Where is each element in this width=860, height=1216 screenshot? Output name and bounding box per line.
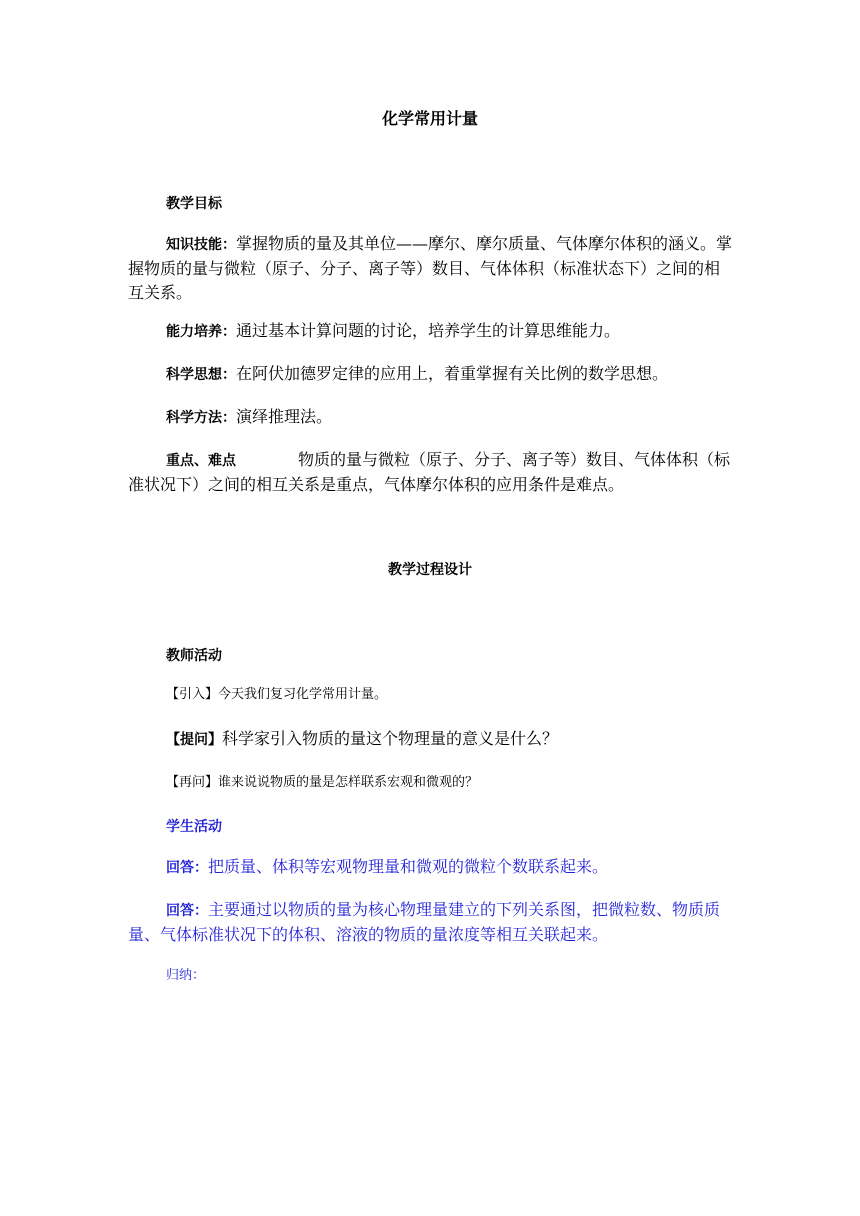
answer2-paragraph [128, 898, 734, 947]
answer1-label: 回答： [166, 860, 208, 876]
method-paragraph [128, 405, 734, 430]
method-text: 演绎推理法。 [236, 407, 333, 426]
keypoints-text: 物质的量与微粒（原子、分子、离子等）数目、气体体积（标准状况下）之间的相互关系是重点，气体摩尔体积的应用条件是难点。 [128, 450, 731, 494]
method-label: 科学方法： [166, 410, 236, 426]
thinking-label: 科学思想： [166, 367, 236, 383]
process-heading: 教学过程设计 [388, 562, 472, 578]
question-label: 【提问】 [166, 732, 222, 748]
requestion-text: 谁来说说物质的量是怎样联系宏观和微观的？ [218, 775, 479, 790]
answer2-text: 主要通过以物质的量为核心物理量建立的下列关系图，把微粒数、物质质量、气体标准状况下的体积、溶液的物质的量浓度等相互关联起来。 [128, 900, 721, 944]
student-heading: 学生活动 [166, 819, 222, 835]
keypoints-paragraph [128, 448, 734, 497]
ability-label: 能力培养： [166, 324, 236, 340]
document-title: 化学常用计量 [381, 109, 478, 128]
intro-paragraph [128, 683, 734, 707]
thinking-text: 在阿伏加德罗定律的应用上，着重掌握有关比例的数学思想。 [236, 364, 669, 383]
knowledge-text: 掌握物质的量及其单位——摩尔、摩尔质量、气体摩尔体积的涵义。掌握物质的量与微粒（原子、分子、离子等）数目、气体体积（标准状态下）之间的相互关系。 [128, 234, 733, 302]
question-paragraph [128, 727, 734, 752]
keypoints-label: 重点、难点 [166, 453, 236, 469]
intro-text: 今天我们复习化学常用计量。 [218, 687, 388, 702]
knowledge-label: 知识技能： [166, 237, 236, 253]
intro-label: 【引入】 [166, 687, 219, 702]
knowledge-paragraph [128, 232, 734, 305]
thinking-paragraph [128, 362, 734, 387]
ability-text: 通过基本计算问题的讨论，培养学生的计算思维能力。 [236, 321, 621, 340]
ability-paragraph [128, 319, 734, 344]
summary-label: 归纳： [166, 968, 206, 983]
requestion-paragraph [128, 771, 734, 795]
answer2-label: 回答： [166, 903, 208, 919]
summary-paragraph [128, 964, 734, 988]
requestion-label: 【再问】 [166, 775, 219, 790]
question-text: 科学家引入物质的量这个物理量的意义是什么？ [222, 729, 559, 748]
objectives-heading: 教学目标 [166, 196, 222, 212]
teacher-heading: 教师活动 [166, 648, 222, 664]
answer1-paragraph [128, 855, 734, 880]
answer1-text: 把质量、体积等宏观物理量和微观的微粒个数联系起来。 [208, 857, 609, 876]
